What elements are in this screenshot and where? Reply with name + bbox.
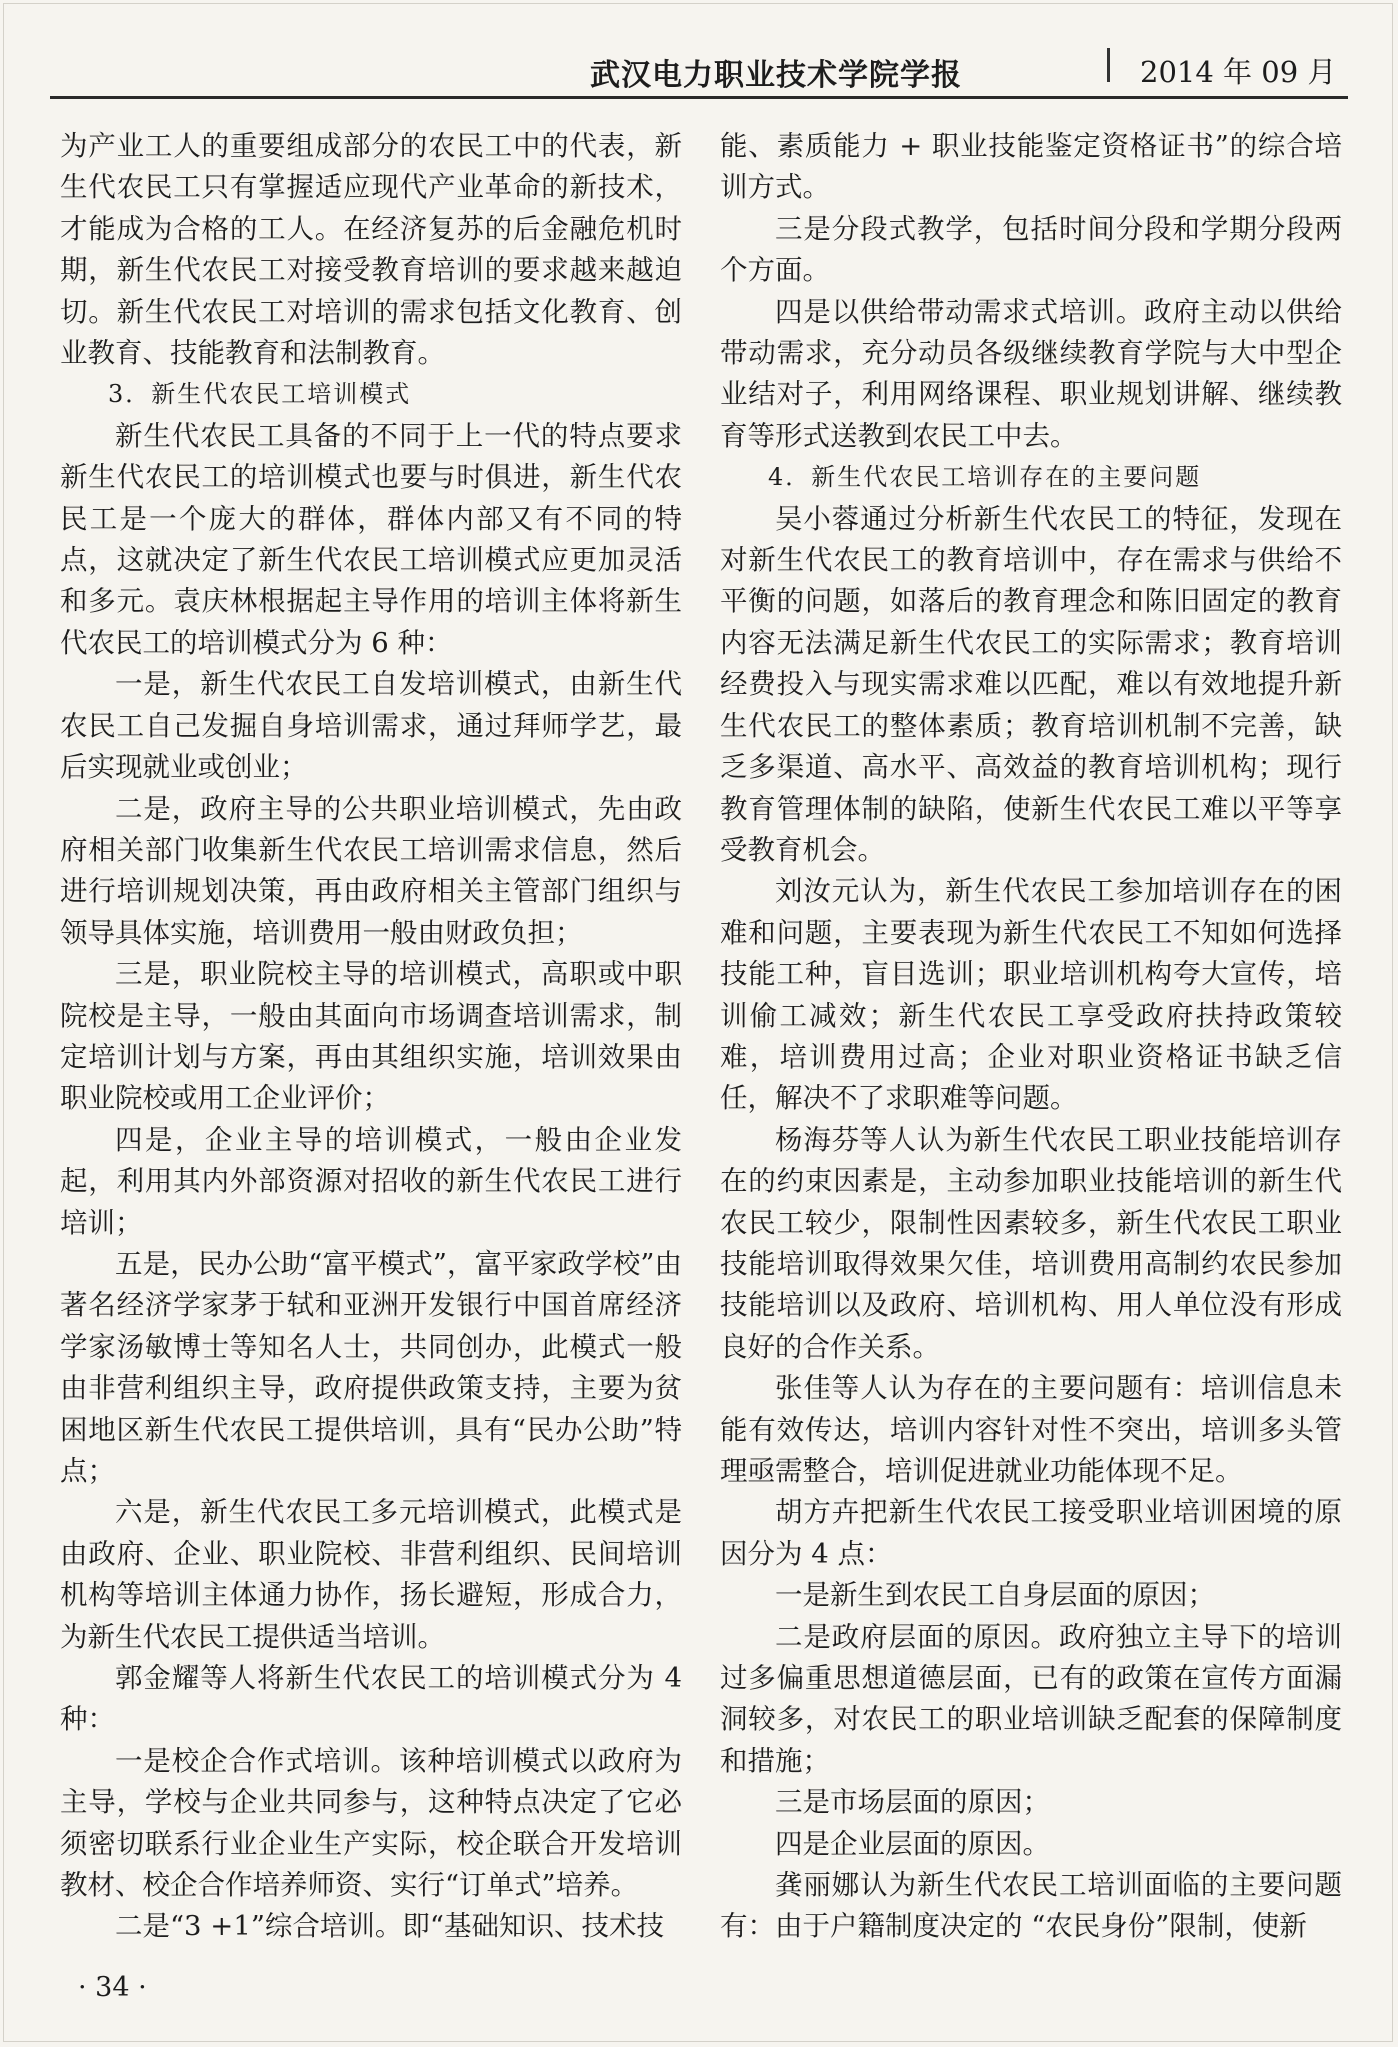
paragraph: 能、素质能力 + 职业技能鉴定资格证书”的综合培训方式。 xyxy=(720,130,1342,204)
paragraph: 一是校企合作式培训。该种培训模式以政府为主导，学校与企业共同参与，这种特点决定了它必须密切联系行业企业生产实际，校企联合开发培训教材、校企合作培养师资、实行“订单式”培养。 xyxy=(60,1744,682,1902)
section-heading: 3．新生代农民工培训模式 xyxy=(108,380,412,409)
paragraph: 四是以供给带动需求式培训。政府主动以供给带动需求，充分动员各级继续教育学院与大中型企业结对子，利用网络课程、职业规划讲解、继续教育等形式送教到农民工中去。 xyxy=(720,295,1342,452)
paragraph: 为产业工人的重要组成部分的农民工中的代表，新生代农民工只有掌握适应现代产业革命的新技术，才能成为合格的工人。在经济复苏的后金融危机时期，新生代农民工对接受教育培训的要求越来越迫切。新生代农民工对培训的需求包括文化教育、创业教育、技能教育和法制教育。 xyxy=(60,130,682,370)
section-heading: 4．新生代农民工培训存在的主要问题 xyxy=(768,463,1202,492)
paragraph: 二是“3 +1”综合培训。即“基础知识、技术技 xyxy=(115,1910,664,1943)
paragraph: 六是，新生代农民工多元培训模式，此模式是由政府、企业、职业院校、非营利组织、民间培训机构等培训主体通力协作，扬长避短，形成合力，为新生代农民工提供适当培训。 xyxy=(60,1496,682,1653)
paragraph: 胡方卉把新生代农民工接受职业培训困境的原因分为 4 点： xyxy=(720,1496,1342,1570)
paragraph: 三是分段式教学，包括时间分段和学期分段两个方面。 xyxy=(720,212,1342,287)
paragraph: 二是政府层面的原因。政府独立主导下的培训过多偏重思想道德层面，已有的政策在宣传方面漏洞较多，对农民工的职业培训缺乏配套的保障制度和措施； xyxy=(720,1620,1342,1777)
paragraph: 郭金耀等人将新生代农民工的培训模式分为 4 种： xyxy=(60,1662,682,1736)
paragraph: 二是，政府主导的公共职业培训模式，先由政府相关部门收集新生代农民工培训需求信息，然后进行培训规划决策，再由政府相关主管部门组织与领导具体实施，培训费用一般由财政负担； xyxy=(60,792,682,949)
running-header xyxy=(50,40,1348,100)
paragraph: 张佳等人认为存在的主要问题有：培训信息未能有效传达，培训内容针对性不突出，培训多头管理亟需整合，培训促进就业功能体现不足。 xyxy=(720,1372,1342,1487)
header-rule xyxy=(50,96,1348,99)
paragraph: 龚丽娜认为新生代农民工培训面临的主要问题有：由于户籍制度决定的 “农民身份”限制，使新 xyxy=(720,1869,1342,1943)
header-separator xyxy=(1107,48,1110,82)
paragraph: 一是新生到农民工自身层面的原因； xyxy=(775,1579,1215,1612)
paragraph: 四是，企业主导的培训模式，一般由企业发起，利用其内外部资源对招收的新生代农民工进行培训； xyxy=(60,1123,682,1239)
left-column xyxy=(60,126,682,1948)
paragraph: 三是，职业院校主导的培训模式，高职或中职院校是主导，一般由其面向市场调查培训需求，制定培训计划与方案，再由其组织实施，培训效果由职业院校或用工企业评价； xyxy=(60,958,682,1115)
paragraph: 新生代农民工具备的不同于上一代的特点要求新生代农民工的培训模式也要与时俱进，新生代农民工是一个庞大的群体，群体内部又有不同的特点，这就决定了新生代农民工培训模式应更加灵活和多元。袁庆林根据起主导作用的培训主体将新生代农民工的培训模式分为 6 种： xyxy=(60,419,682,659)
paragraph: 吴小蓉通过分析新生代农民工的特征，发现在对新生代农民工的教育培训中，存在需求与供给不平衡的问题，如落后的教育理念和陈旧固定的教育内容无法满足新生代农民工的实际需求；教育培训经费投入与现实需求难以匹配，难以有效地提升新生代农民工的整体素质；教育培训机制不完善，缺乏多渠道、高水平、高效益的教育培训机构；现行教育管理体制的缺陷，使新生代农民工难以平等享受教育机会。 xyxy=(720,502,1342,866)
right-column xyxy=(720,126,1342,1948)
paragraph: 杨海芬等人认为新生代农民工职业技能培训存在的约束因素是，主动参加职业技能培训的新生代农民工较少，限制性因素较多，新生代农民工职业技能培训取得效果欠佳，培训费用高制约农民参加技能培训以及政府、培训机构、用人单位没有形成良好的合作关系。 xyxy=(720,1123,1342,1363)
paragraph: 刘汝元认为，新生代农民工参加培训存在的困难和问题，主要表现为新生代农民工不知如何选择技能工种，盲目选训；职业培训机构夸大宣传，培训偷工减效；新生代农民工享受政府扶持政策较难，培训费用过高；企业对职业资格证书缺乏信任，解决不了求职难等问题。 xyxy=(720,875,1342,1115)
paragraph: 四是企业层面的原因。 xyxy=(775,1827,1050,1860)
paragraph: 五是，民办公助“富平模式”，富平家政学校”由著名经济学家茅于轼和亚洲开发银行中国首席经济学家汤敏博士等知名人士，共同创办，此模式一般由非营利组织主导，政府提供政策支持，主要为贫困地区新生代农民工提供培训，具有“民办公助”特点； xyxy=(60,1247,682,1487)
journal-title: 武汉电力职业技术学院学报 xyxy=(590,58,962,93)
page-number: · 34 · xyxy=(78,1972,147,2003)
issue-date: 2014 年 09 月 xyxy=(1140,55,1337,89)
paragraph: 一是，新生代农民工自发培训模式，由新生代农民工自己发掘自身培训需求，通过拜师学艺，最后实现就业或创业； xyxy=(60,668,682,784)
paragraph: 三是市场层面的原因； xyxy=(775,1786,1050,1819)
